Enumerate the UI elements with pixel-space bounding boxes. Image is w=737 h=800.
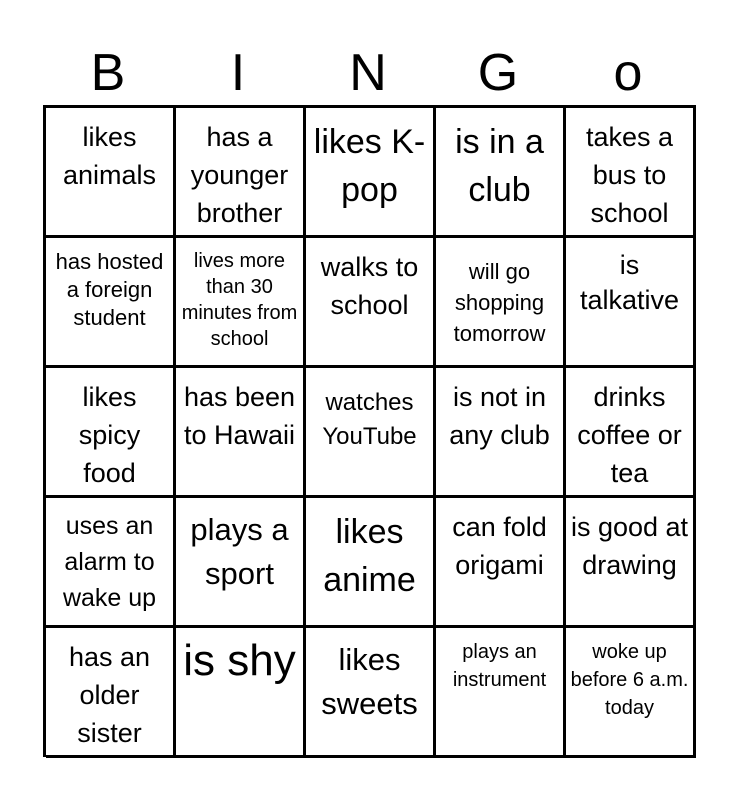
- cell-text: will go shopping tomorrow: [453, 259, 546, 346]
- bingo-cell-r1-c3[interactable]: [436, 238, 566, 368]
- cell-text: is in a club: [455, 123, 544, 209]
- bingo-cell-r3-c2[interactable]: [306, 498, 436, 628]
- cell-text: can fold origami: [452, 512, 547, 580]
- cell-text: watches YouTube: [322, 389, 417, 450]
- cell-text: has hosted a foreign student: [55, 249, 164, 330]
- bingo-cell-r3-c4[interactable]: [566, 498, 696, 628]
- cell-text: takes a bus to school: [585, 122, 674, 228]
- cell-text: likes spicy food: [78, 382, 141, 488]
- bingo-cell-r2-c2[interactable]: [306, 368, 436, 498]
- bingo-cell-r3-c0[interactable]: [46, 498, 176, 628]
- header-letter-n: N: [349, 44, 387, 102]
- cell-text: is talkative: [579, 250, 680, 315]
- bingo-cell-r3-c3[interactable]: [436, 498, 566, 628]
- cell-text: likes anime: [323, 513, 416, 599]
- bingo-cell-r4-c4[interactable]: [566, 628, 696, 758]
- bingo-cell-r1-c0[interactable]: [46, 238, 176, 368]
- bingo-cell-r2-c3[interactable]: [436, 368, 566, 498]
- bingo-cell-r2-c0[interactable]: [46, 368, 176, 498]
- cell-text: likes animals: [62, 122, 157, 190]
- bingo-cell-r1-c1[interactable]: [176, 238, 306, 368]
- bingo-cell-r4-c3[interactable]: [436, 628, 566, 758]
- cell-text: plays an instrument: [452, 641, 547, 691]
- header-letter-o: o: [613, 44, 643, 102]
- bingo-cell-r0-c2[interactable]: [306, 108, 436, 238]
- cell-text: drinks coffee or tea: [577, 382, 682, 488]
- bingo-cell-r4-c2[interactable]: [306, 628, 436, 758]
- bingo-cell-r1-c2[interactable]: [306, 238, 436, 368]
- header-letter-b: B: [90, 44, 126, 102]
- bingo-header: [43, 40, 693, 106]
- cell-text: likes K-pop: [313, 123, 426, 209]
- cell-text: has a younger brother: [190, 122, 289, 228]
- cell-text: plays a sport: [190, 512, 289, 591]
- bingo-cell-r4-c0[interactable]: [46, 628, 176, 758]
- cell-text: is not in any club: [449, 382, 550, 450]
- bingo-cell-r2-c1[interactable]: [176, 368, 306, 498]
- bingo-cell-r2-c4[interactable]: [566, 368, 696, 498]
- cell-text: likes sweets: [321, 642, 418, 721]
- bingo-cell-r0-c0[interactable]: [46, 108, 176, 238]
- bingo-cell-r0-c1[interactable]: [176, 108, 306, 238]
- cell-text: is good at drawing: [570, 512, 689, 580]
- bingo-cell-r3-c1[interactable]: [176, 498, 306, 628]
- cell-text: uses an alarm to wake up: [62, 512, 157, 612]
- bingo-cell-r0-c4[interactable]: [566, 108, 696, 238]
- cell-text: woke up before 6 a.m. today: [570, 641, 689, 719]
- bingo-board: [43, 105, 696, 757]
- header-letter-g: G: [477, 44, 519, 102]
- cell-text: has an older sister: [68, 642, 151, 748]
- cell-text: has been to Hawaii: [183, 382, 296, 450]
- cell-text: walks to school: [320, 252, 419, 320]
- header-letter-i: I: [230, 44, 246, 102]
- cell-text: is shy: [183, 636, 296, 685]
- bingo-cell-r0-c3[interactable]: [436, 108, 566, 238]
- bingo-cell-r1-c4[interactable]: [566, 238, 696, 368]
- cell-text: lives more than 30 minutes from school: [181, 250, 298, 350]
- bingo-cell-r4-c1[interactable]: [176, 628, 306, 758]
